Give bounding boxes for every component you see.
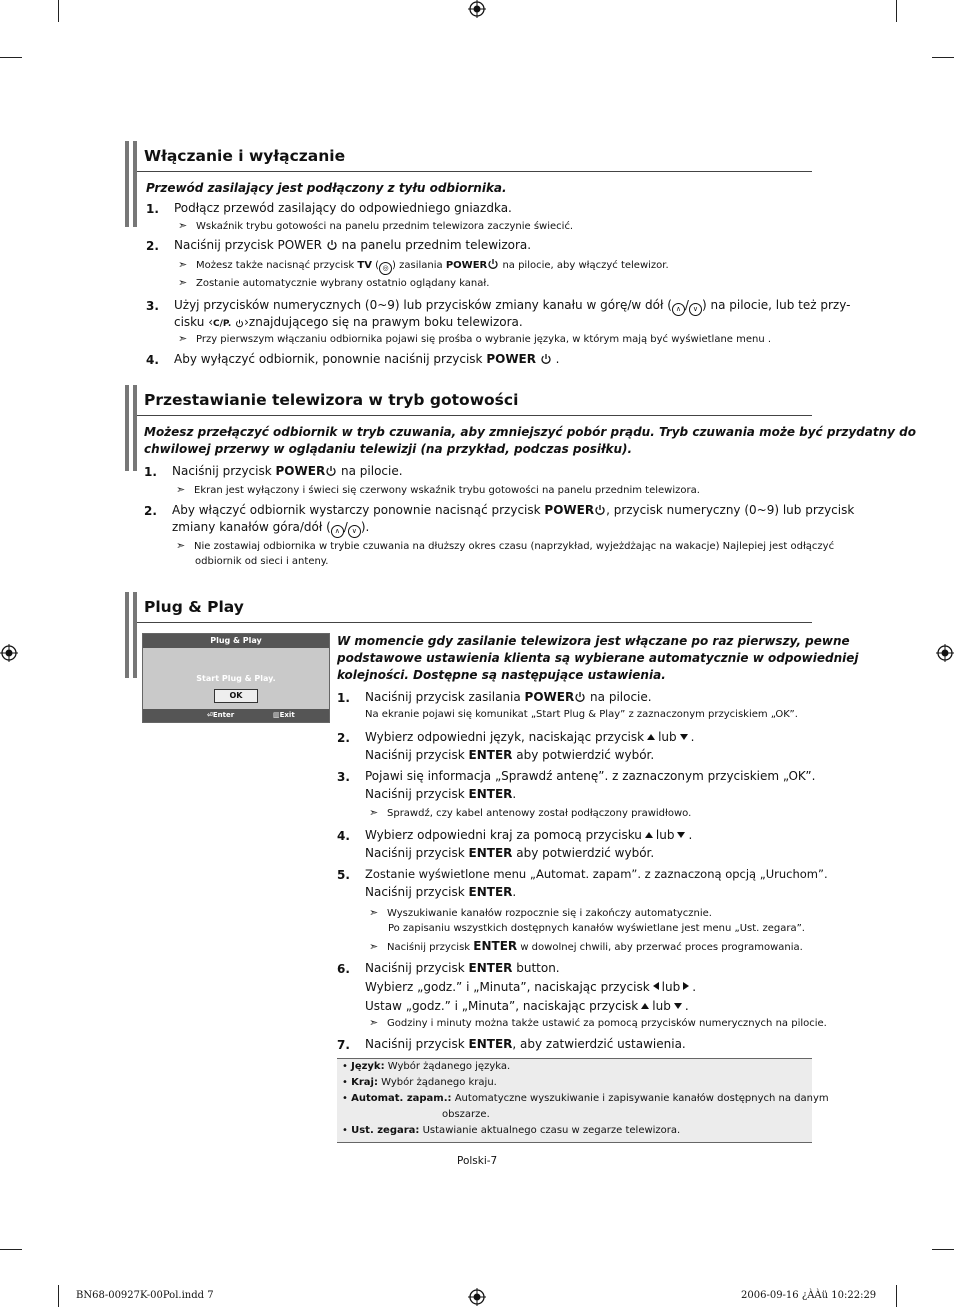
step-text: Ustaw „godz.” i „Minuta”, naciskając przycisk lub .	[365, 999, 689, 1013]
section-title: Plug & Play	[144, 598, 244, 616]
enter-icon: ⏎	[207, 711, 213, 719]
step-note: odbiornik od sieci i anteny.	[195, 556, 329, 567]
section-bar	[125, 141, 129, 227]
exit-hint: ▥Exit	[273, 711, 295, 719]
note-arrow-icon: ➣	[178, 332, 188, 345]
section-intro: chwilowej przerwy w oglądaniu telewizji (na przykład, podczas posiłku).	[144, 442, 633, 456]
step-text: Naciśnij przycisk ENTER aby potwierdzić wybór.	[365, 748, 655, 762]
info-item-continued: obszarze.	[442, 1109, 490, 1120]
step-text: zmiany kanałów góra/dół ( ∧ / ∨ ).	[172, 519, 369, 538]
footer-filename: BN68-00927K-00Pol.indd 7	[76, 1290, 214, 1301]
settings-info-box	[337, 1058, 829, 1143]
step-number: 2.	[337, 731, 350, 745]
step-number: 6.	[337, 962, 350, 976]
footer-timestamp: 2006-09-16 ¿ÀÀü 10:22:29	[741, 1290, 877, 1301]
power-icon	[487, 258, 499, 270]
step-number: 3.	[337, 770, 350, 784]
power-icon	[326, 239, 338, 251]
crop-mark	[896, 0, 897, 22]
section-rule	[137, 622, 812, 623]
arrow-down-icon	[677, 832, 685, 838]
step-number: 4.	[146, 353, 159, 367]
power-icon	[540, 353, 552, 365]
arrow-left-icon	[653, 982, 659, 990]
step-text: Naciśnij przycisk POWER na pilocie.	[172, 464, 403, 478]
power-icon	[325, 465, 337, 477]
step-text: Zostanie wyświetlone menu „Automat. zapam”. z zaznaczoną opcją „Uruchom”.	[365, 867, 828, 881]
section-bar	[125, 592, 129, 678]
note-arrow-icon: ➣	[176, 483, 186, 496]
power-icon	[574, 691, 586, 703]
channel-up-icon: ∧	[331, 525, 344, 538]
section-intro: Możesz przełączyć odbiornik w tryb czuwania, aby zmniejszyć pobór prądu. Tryb czuwania może być przydatny do	[144, 425, 916, 439]
channel-down-icon: ∨	[689, 303, 702, 316]
step-number: 2.	[146, 239, 159, 253]
section-intro: Przewód zasilający jest podłączony z tyłu odbiornika.	[146, 181, 507, 195]
step-text: Wybierz odpowiedni język, naciskając przycisk lub .	[365, 730, 695, 744]
section-bar	[133, 385, 137, 471]
bullet-icon: •	[342, 1093, 348, 1104]
enter-hint: ⏎Enter	[207, 711, 235, 719]
step-number: 7.	[337, 1038, 350, 1052]
bullet-icon: •	[342, 1061, 348, 1072]
arrow-down-icon	[674, 1003, 682, 1009]
step-number: 3.	[146, 299, 159, 313]
step-text: Podłącz przewód zasilający do odpowiedniego gniazdka.	[174, 201, 512, 215]
note-arrow-icon: ➣	[369, 906, 379, 919]
step-note: ➣ Sprawdź, czy kabel antenowy został podłączony prawidłowo.	[369, 806, 692, 819]
ok-button[interactable]: OK	[214, 689, 258, 703]
step-note: ➣ Nie zostawiaj odbiornika w trybie czuwania na dłuższy okres czasu (naprzykład, wyjeżdżając na wakacje) Najlepiej jest odłączyć	[176, 539, 835, 552]
crop-mark	[58, 0, 59, 22]
arrow-right-icon	[683, 982, 689, 990]
step-text: Naciśnij przycisk ENTER.	[365, 787, 517, 801]
crop-mark	[932, 57, 954, 58]
registration-mark-icon	[0, 644, 18, 662]
page-number: Polski-7	[457, 1155, 498, 1167]
note-arrow-icon: ➣	[178, 276, 188, 289]
step-subtext: Na ekranie pojawi się komunikat „Start Plug & Play” z zaznaczonym przyciskiem „OK”.	[365, 709, 798, 720]
step-number: 1.	[146, 202, 159, 216]
note-arrow-icon: ➣	[369, 940, 379, 953]
arrow-up-icon	[641, 1003, 649, 1009]
crop-mark	[58, 1285, 59, 1307]
section-title: Przestawianie telewizora w tryb gotowości	[144, 391, 519, 409]
step-note: Po zapisaniu wszystkich dostępnych kanałów wyświetlane jest menu „Ust. zegara”.	[388, 923, 805, 934]
tv-screen	[142, 633, 330, 723]
exit-icon: ▥	[273, 711, 280, 719]
step-number: 1.	[337, 691, 350, 705]
note-arrow-icon: ➣	[178, 219, 188, 232]
channel-up-icon: ∧	[672, 303, 685, 316]
registration-mark-icon	[936, 644, 954, 662]
section-bar	[133, 141, 137, 227]
step-text: Naciśnij przycisk ENTER aby potwierdzić wybór.	[365, 846, 655, 860]
step-note: ➣ Godziny i minuty można także ustawić za pomocą przycisków numerycznych na pilocie.	[369, 1016, 827, 1029]
bullet-icon: •	[342, 1077, 348, 1088]
section-bar	[125, 385, 129, 471]
step-text: Użyj przycisków numerycznych (0~9) lub przycisków zmiany kanału w górę/w dół ( ∧ / ∨ ) na pilocie, lub też przy-	[174, 297, 850, 316]
step-number: 5.	[337, 868, 350, 882]
section-rule	[137, 415, 812, 416]
step-text: Wybierz odpowiedni kraj za pomocą przycisku lub .	[365, 828, 693, 842]
step-note: ➣ Wskaźnik trybu gotowości na panelu przednim telewizora zaczynie świecić.	[178, 219, 574, 232]
chevron-right-icon: ›	[244, 315, 249, 329]
section-title: Włączanie i wyłączanie	[144, 147, 346, 165]
crop-mark	[896, 1285, 897, 1307]
step-number: 1.	[144, 465, 157, 479]
step-note: ➣ Zostanie automatycznie wybrany ostatnio oglądany kanał.	[178, 276, 490, 289]
section-intro: podstawowe ustawienia klienta są wybierane automatycznie w odpowiedniej	[337, 651, 859, 665]
info-item: • Automat. zapam.: Automatyczne wyszukiwanie i zapisywanie kanałów dostępnych na danym	[342, 1093, 829, 1104]
section-bar	[133, 592, 137, 678]
power-icon	[235, 319, 244, 328]
tv-button-icon: ◎	[379, 262, 392, 275]
power-icon	[594, 504, 606, 516]
crop-mark	[932, 1249, 954, 1250]
step-number: 2.	[144, 504, 157, 518]
step-note: ➣ Ekran jest wyłączony i świeci się czerwony wskaźnik trybu gotowości na panelu przednim telewizora.	[176, 483, 700, 496]
info-item: • Język: Wybór żądanego języka.	[342, 1061, 511, 1072]
step-text: Naciśnij przycisk ENTER, aby zatwierdzić ustawienia.	[365, 1037, 686, 1051]
step-text: Naciśnij przycisk ENTER.	[365, 885, 517, 899]
crop-mark	[0, 1249, 22, 1250]
step-note: ➣ Wyszukiwanie kanałów rozpocznie się i zakończy automatycznie.	[369, 906, 712, 919]
section-rule	[137, 171, 812, 172]
step-text: Aby włączyć odbiornik wystarczy ponownie nacisnąć przycisk POWER , przycisk numeryczny (0~9) lub przycisk	[172, 503, 855, 517]
step-text: Pojawi się informacja „Sprawdź antenę”. z zaznaczonym przyciskiem „OK”.	[365, 769, 816, 783]
arrow-up-icon	[647, 734, 655, 740]
channel-down-icon: ∨	[348, 525, 361, 538]
step-text: Wybierz „godz.” i „Minuta”, naciskając przycisk lub .	[365, 980, 697, 994]
step-text: Naciśnij przycisk zasilania POWER na pilocie.	[365, 690, 652, 704]
step-number: 4.	[337, 829, 350, 843]
note-arrow-icon: ➣	[369, 806, 379, 819]
note-arrow-icon: ➣	[178, 258, 188, 271]
step-note: ➣ Naciśnij przycisk ENTER w dowolnej chwili, aby przerwać proces programowania.	[369, 939, 803, 953]
registration-mark-icon	[468, 1288, 486, 1306]
section-intro: W momencie gdy zasilanie telewizora jest włączane po raz pierwszy, pewne	[337, 634, 850, 648]
note-arrow-icon: ➣	[176, 539, 186, 552]
step-note: ➣ Możesz także nacisnąć przycisk TV ( ◎ ) zasilania POWER na pilocie, aby włączyć telewizor.	[178, 257, 669, 275]
tv-screen-footer	[143, 709, 329, 722]
info-item: • Ust. zegara: Ustawianie aktualnego czasu w zegarze telewizora.	[342, 1125, 681, 1136]
bullet-icon: •	[342, 1125, 348, 1136]
section-intro: kolejności. Dostępne są następujące ustawienia.	[337, 668, 666, 682]
chevron-left-icon: ‹	[208, 315, 214, 329]
step-note: ➣ Przy pierwszym włączaniu odbiornika pojawi się prośba o wybranie języka, w którym mają być wyświetlane menu .	[178, 332, 772, 345]
info-item: • Kraj: Wybór żądanego kraju.	[342, 1077, 497, 1088]
arrow-up-icon	[645, 832, 653, 838]
step-text: Naciśnij przycisk ENTER button.	[365, 961, 560, 975]
crop-mark	[0, 57, 22, 58]
step-text: Aby wyłączyć odbiornik, ponownie naciśnij przycisk POWER .	[174, 352, 560, 366]
step-text: Naciśnij przycisk POWER na panelu przednim telewizora.	[174, 238, 532, 252]
tv-screen-header: Plug & Play	[143, 634, 329, 648]
tv-screen-message: Start Plug & Play.	[196, 674, 276, 683]
note-arrow-icon: ➣	[369, 1016, 379, 1029]
step-text: cisku ‹C/P. ›znajdującego się na prawym boku telewizora.	[174, 315, 523, 329]
registration-mark-icon	[468, 0, 486, 18]
arrow-down-icon	[680, 734, 688, 740]
